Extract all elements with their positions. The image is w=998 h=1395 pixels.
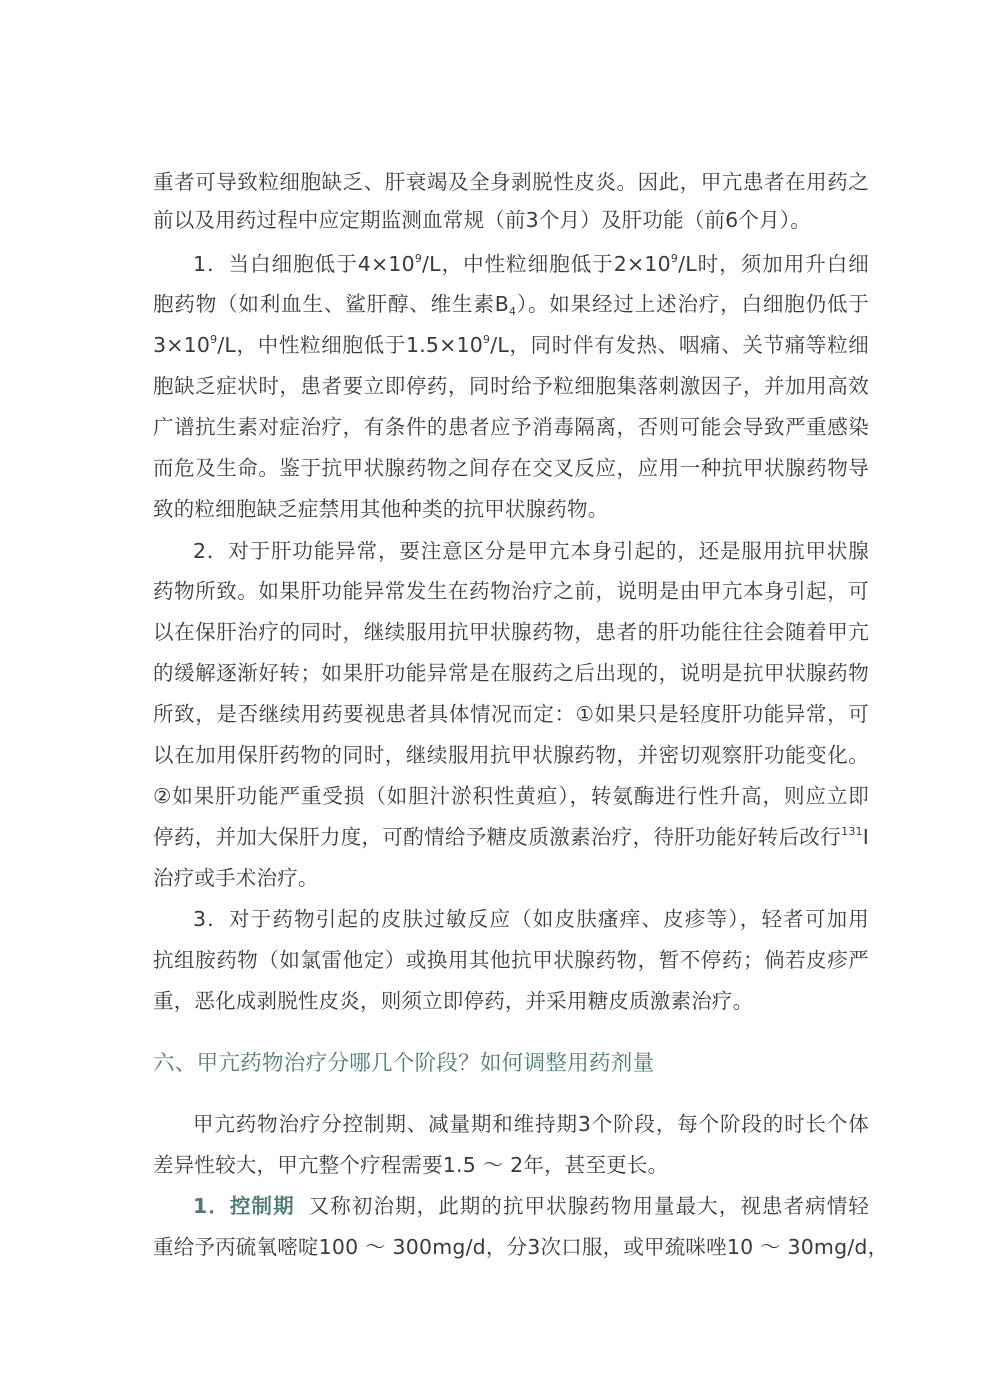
text-span: 胞缺乏症状时，患者要立即停药，同时给予粒细胞集落刺激因子，并加用高效 — [153, 374, 869, 398]
item-1-line-3 — [153, 331, 869, 359]
section-6-intro-line-1 — [193, 1110, 869, 1138]
text-span: 又称初治期，此期的抗甲状腺药物用量最大，视患者病情轻 — [308, 1194, 869, 1218]
item-3-line-3 — [153, 987, 869, 1015]
control-period-label: 1．控制期 — [193, 1194, 295, 1218]
text-span: 重给予丙硫氧嘧啶100 ～ 300mg/d，分3次口服，或甲巯咪唑10 ～ 30mg/d， — [153, 1235, 889, 1259]
text-span: 药物所致。如果肝功能异常发生在药物治疗之前，说明是由甲亢本身引起，可 — [153, 579, 869, 603]
paragraph-line — [153, 206, 869, 234]
text-span: 治疗或手术治疗。 — [153, 866, 319, 890]
item-1-line-1 — [193, 250, 869, 278]
section-6-intro-line-2 — [153, 1151, 869, 1179]
text-span: /L时，须加用升白细 — [678, 252, 870, 276]
item-2-line-5 — [153, 700, 869, 728]
text-span: 前以及用药过程中应定期监测血常规（前3个月）及肝功能（前6个月）。 — [153, 208, 811, 232]
text-span: 甲亢药物治疗分控制期、减量期和维持期3个阶段，每个阶段的时长个体 — [193, 1112, 869, 1136]
text-span: 停药，并加大保肝力度，可酌情给予糖皮质激素治疗，待肝功能好转后改行 — [153, 825, 842, 849]
paragraph-line — [153, 168, 869, 196]
text-span: I — [862, 825, 869, 849]
item-3-line-1 — [193, 905, 869, 933]
text-span: 致的粒细胞缺乏症禁用其他种类的抗甲状腺药物。 — [153, 497, 609, 521]
text-span: 3．对于药物引起的皮肤过敏反应（如皮肤瘙痒、皮疹等），轻者可加用 — [193, 907, 869, 931]
item-1-line-2 — [153, 290, 869, 318]
item-2-line-6 — [153, 741, 869, 769]
item-2-line-9 — [153, 864, 869, 892]
item-2-line-7 — [153, 782, 869, 810]
text-span: 的缓解逐渐好转；如果肝功能异常是在服药之后出现的，说明是抗甲状腺药物 — [153, 661, 869, 685]
text-span: 2．对于肝功能异常，要注意区分是甲亢本身引起的，还是服用抗甲状腺 — [193, 539, 869, 563]
item-2-line-4 — [153, 659, 869, 687]
superscript: 9 — [483, 333, 491, 346]
text-span: 胞药物（如利血生、鲨肝醇、维生素B — [153, 292, 509, 316]
text-span: /L，中性粒细胞低于2×10 — [422, 252, 671, 276]
text-span: 广谱抗生素对症治疗，有条件的患者应予消毒隔离，否则可能会导致严重感染 — [153, 415, 869, 439]
text-span: 3×10 — [153, 333, 211, 357]
item-2-line-2 — [153, 577, 869, 605]
text-span: 所致，是否继续用药要视患者具体情况而定：①如果只是轻度肝功能异常，可 — [153, 702, 869, 726]
text-span: 重，恶化成剥脱性皮炎，则须立即停药，并采用糖皮质激素治疗。 — [153, 989, 754, 1013]
text-span: ）。如果经过上述治疗，白细胞仍低于 — [516, 292, 870, 316]
section-heading: 六、甲亢药物治疗分哪几个阶段？如何调整用药剂量 — [153, 1051, 655, 1076]
text-span: /L，中性粒细胞低于1.5×10 — [217, 333, 484, 357]
superscript: 131 — [841, 825, 863, 838]
item-2-line-3 — [153, 618, 869, 646]
text-span: 重者可导致粒细胞缺乏、肝衰竭及全身剥脱性皮炎。因此，甲亢患者在用药之 — [153, 170, 869, 194]
superscript: 9 — [210, 333, 218, 346]
item-2-line-1 — [193, 537, 869, 565]
text-span: 以在加用保肝药物的同时，继续服用抗甲状腺药物，并密切观察肝功能变化。 — [153, 743, 869, 767]
item-1-line-6 — [153, 454, 869, 482]
control-period-line-1 — [193, 1192, 869, 1220]
item-1-line-5 — [153, 413, 869, 441]
control-period-line-2 — [153, 1233, 889, 1261]
text-span: /L，同时伴有发热、咽痛、关节痛等粒细 — [490, 333, 869, 357]
text-span: 而危及生命。鉴于抗甲状腺药物之间存在交叉反应，应用一种抗甲状腺药物导 — [153, 456, 869, 480]
text-span: 以在保肝治疗的同时，继续服用抗甲状腺药物，患者的肝功能往往会随着甲亢 — [153, 620, 869, 644]
item-2-line-8 — [153, 823, 869, 851]
text-span: 抗组胺药物（如氯雷他定）或换用其他抗甲状腺药物，暂不停药；倘若皮疹严 — [153, 948, 869, 972]
text-span: ②如果肝功能严重受损（如胆汁淤积性黄疸），转氨酶进行性升高，则应立即 — [153, 784, 869, 808]
subscript: 4 — [508, 305, 517, 318]
text-span: 差异性较大，甲亢整个疗程需要1.5 ～ 2年，甚至更长。 — [153, 1153, 669, 1177]
text-span: 1．当白细胞低于4×10 — [193, 252, 415, 276]
superscript: 9 — [670, 252, 679, 265]
superscript: 9 — [414, 252, 423, 265]
item-3-line-2 — [153, 946, 869, 974]
item-1-line-7 — [153, 495, 869, 523]
item-1-line-4 — [153, 372, 869, 400]
